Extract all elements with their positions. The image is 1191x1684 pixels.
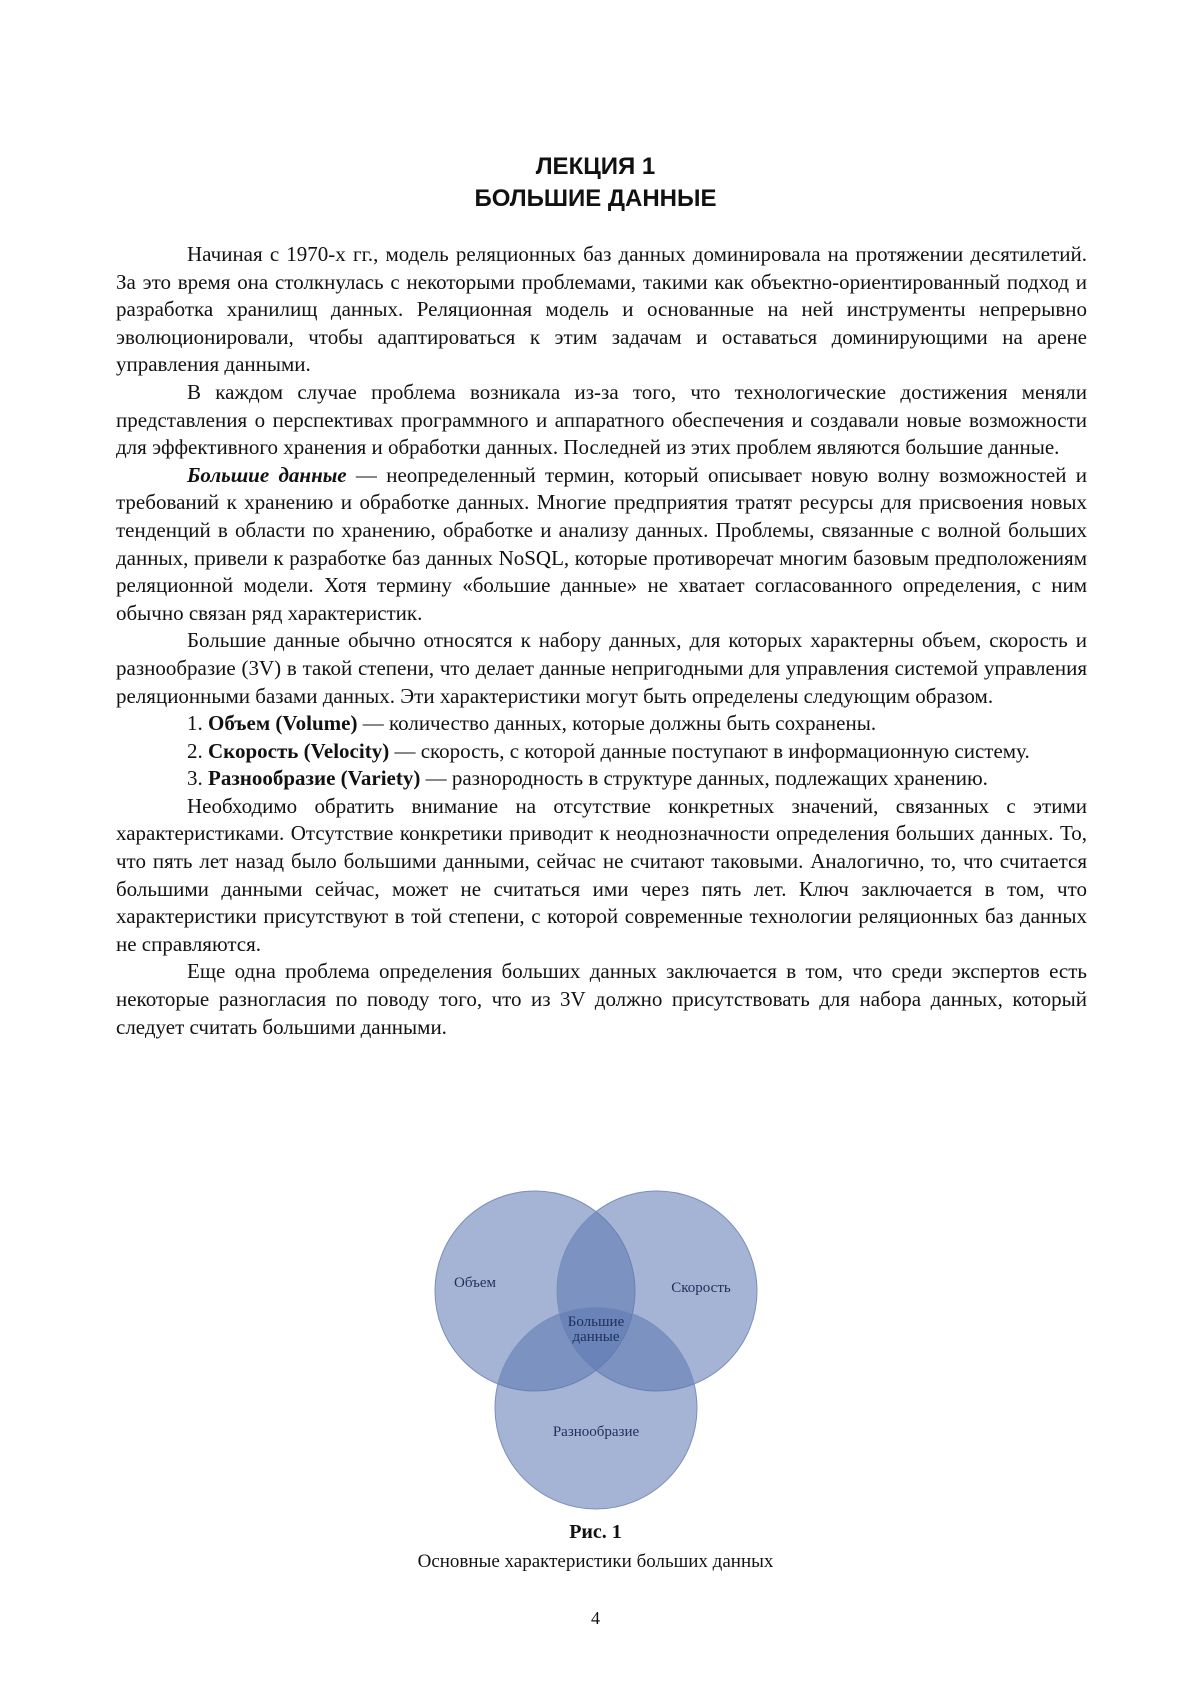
venn-label-big-data: Большие [567, 1314, 625, 1330]
list-item-velocity [116, 738, 1087, 766]
lecture-topic-title: БОЛЬШИЕ ДАННЫЕ [474, 185, 717, 212]
venn-diagram-svg [429, 1189, 764, 1513]
list-term: Объем (Volume) [208, 711, 358, 736]
venn-label-variety: Разнообразие [552, 1424, 640, 1440]
page-number: 4 [591, 1608, 600, 1628]
venn-label-volume: Объем [454, 1275, 496, 1291]
list-item-variety [116, 765, 1087, 793]
paragraph-evolution: В каждом случае проблема возникала из-за того, что технологические достижения меняли представления о перспективах программного и аппаратного обеспечения и создавали новые возможности для эффективного хранения и обработки данных. Последней из этих проблем являются большие данные. [116, 379, 1087, 460]
paragraph-no-values: Необходимо обратить внимание на отсутствие конкретных значений, связанных с этими характеристиками. Отсутствие конкретики приводит к неоднозначности определения больших данных. То, что пять лет назад было большими данными, сейчас не считают таковыми. Аналогично, то, что считается большими данными сейчас, может не считаться ими через пять лет. Ключ заключается в том, что характеристики присутствуют в той степени, с которой современные технологии реляционных баз данных не справляются. [116, 793, 1087, 956]
list-number: 2. [187, 738, 208, 763]
list-term: Разнообразие (Variety) [208, 766, 421, 791]
paragraph-big-data-text: — неопределенный термин, который описывает новую волну возможностей и требований к хранению и обработке данных. Многие предприятия тратят ресурсы для присвоения новых тенденций в области по хранению, обработке и анализу данных. Проблемы, связанные с волной больших данных, привели к разработке баз данных NoSQL, которые противоречат многим базовым предположениям реляционной модели. Хотя термину «большие данные» не хватает согласованного определения, с ним обычно связан ряд характеристик. [116, 462, 1088, 625]
paragraph-intro: Начиная с 1970-х гг., модель реляционных баз данных доминировала на протяжении десятилетий. За это время она столкнулась с некоторыми проблемами, такими как объектно-ориентированный подход и разработка хранилищ данных. Реляционная модель и основанные на ней инструменты непрерывно эволюционировали, чтобы адаптироваться к этим задачам и оставаться доминирующими на арене управления данными. [116, 242, 1087, 377]
figure-caption: Основные характеристики больших данных [417, 1551, 774, 1572]
list-text: — скорость, с которой данные поступают в информационную систему. [389, 738, 1030, 763]
venn-diagram [429, 1189, 764, 1513]
list-text: — количество данных, которые должны быть сохранены. [357, 711, 877, 736]
figure-number: Рис. 1 [569, 1521, 622, 1543]
term-big-data: Большие данные [187, 462, 347, 487]
list-item-volume [116, 710, 1087, 738]
list-text: — разнородность в структуре данных, подлежащих хранению. [420, 766, 988, 791]
venn-label-velocity: Скорость [671, 1280, 731, 1296]
paragraph-3v: Большие данные обычно относятся к набору данных, для которых характерны объем, скорость и разнообразие (3V) в такой степени, что делает данные непригодными для управления системой управления реляционными базами данных. Эти характеристики могут быть определены следующим образом. [116, 628, 1087, 708]
list-number: 1. [187, 711, 208, 736]
lecture-number-title: ЛЕКЦИЯ 1 [535, 153, 656, 180]
paragraph-disagreement: Еще одна проблема определения больших данных заключается в том, что среди экспертов есть некоторые разногласия по поводу того, что из 3V должно присутствовать для набора данных, который следует считать большими данными. [116, 959, 1087, 1039]
list-number: 3. [187, 766, 208, 791]
body-text [116, 241, 1087, 1041]
list-term: Скорость (Velocity) [208, 738, 390, 763]
paragraph-big-data-definition [116, 462, 1087, 628]
venn-label-big-data-line2: данные [572, 1329, 620, 1345]
